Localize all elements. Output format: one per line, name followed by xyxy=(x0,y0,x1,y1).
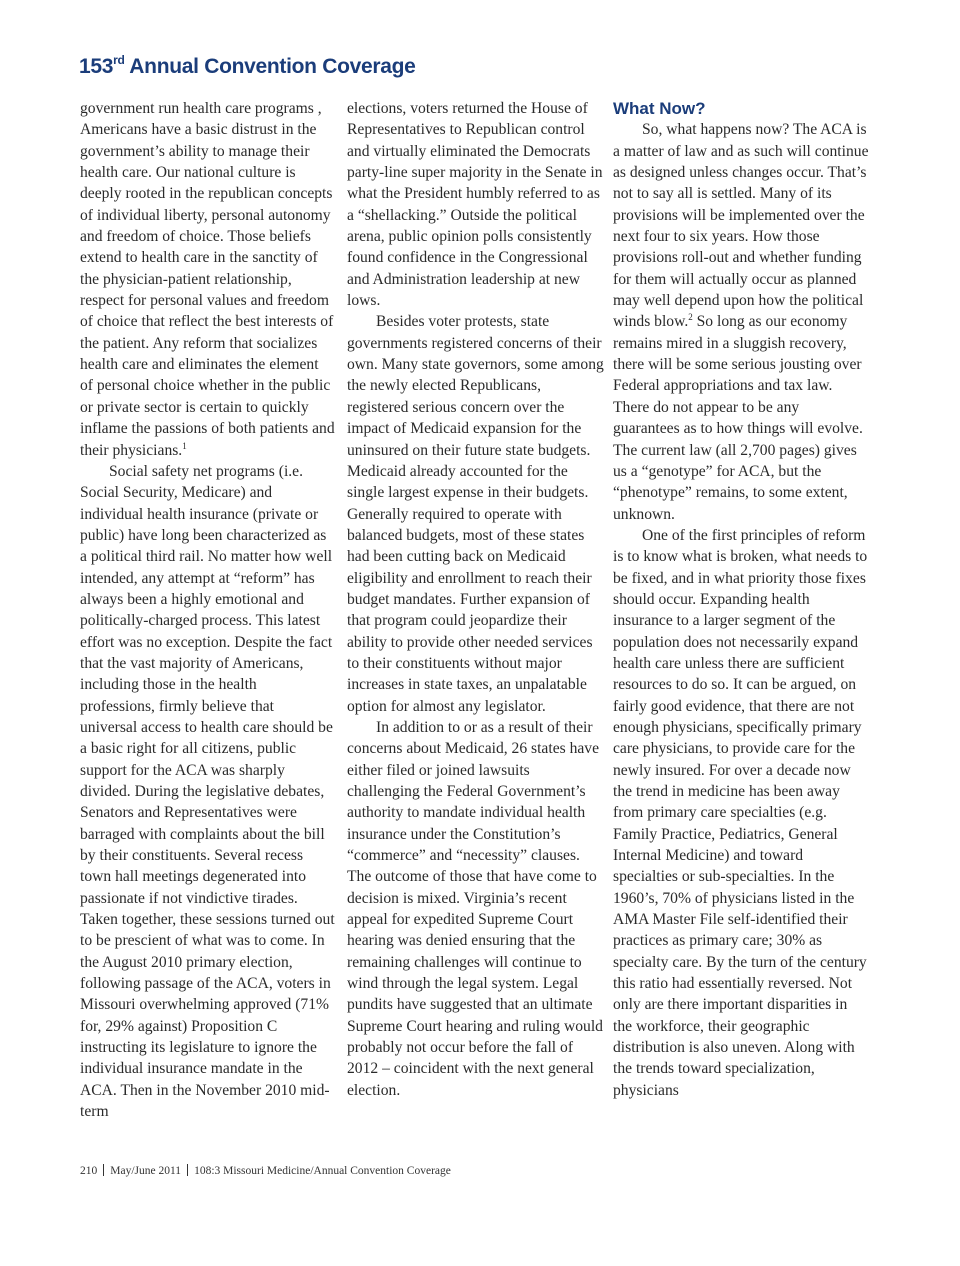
footer-divider xyxy=(187,1164,188,1176)
footer-divider xyxy=(103,1164,104,1176)
paragraph-text: So, what happens now? The ACA is a matter of law and as such will continue as designed unless changes occur. That’s not to say all is settled. Many of its provisions will be implemented over the next four to six years. How those provisions roll-out and whether funding for them will actually occur as planned may well depend upon how the political winds blow. xyxy=(613,121,869,331)
paragraph: Besides voter protests, state governments registered concerns of their own. Many state governors, some among the newly elected Republicans, registered serious concern over the impact of Medicaid expansion for the uninsured on their future state budgets. Medicaid already accounted for the single largest expense in their budgets. Generally required to operate with balanced budgets, most of these states had been cutting back on Medicaid eligibility and enrollment to reach their budget mandates. Further expansion of that program could jeopardize their ability to provide other needed services to their constituents without major increases in state taxes, an unpalatable option for almost any legislator. xyxy=(347,313,604,715)
article-column-2 xyxy=(347,98,605,1101)
paragraph: Social safety net programs (i.e. Social Security, Medicare) and individual health insurance (private or public) have long been characterized as a political third rail. No matter how well intended, any attempt at “reform” has always been a highly emotional and politically-charged process. This latest effort was no exception. Despite the fact that the vast majority of Americans, including those in the health professions, firmly believe that universal access to health care should be a basic right for all citizens, public support for the ACA was sharply divided. During the legislative debates, Senators and Representatives were barraged with complaints about the bill by their constituents. Several recess town hall meetings degenerated into passionate if not vindictive tirades. Taken together, these sessions turned out to be prescient of what was to come. In the August 2010 primary election, following passage of the ACA, voters in Missouri overwhelming approved (71% for, 29% against) Proposition C instructing its legislature to ignore the individual insurance mandate in the ACA. Then in the November 2010 mid-term xyxy=(80,462,335,1121)
paragraph: One of the first principles of reform is to know what is broken, what needs to be fixed, and in what priority those fixes should occur. Expanding health insurance to a larger segment of the population does not necessarily expand health care unless there are sufficient resources to do so. It can be argued, on fairly good evidence, that there are not enough physicians, specifically primary care physicians, to provide care for the newly insured. For over a decade now the trend in medicine has been away from primary care specialties (e.g. Family Practice, Pediatrics, General Internal Medicine) and toward specialties or sub-specialties. In the 1960’s, 70% of physicians listed in the AMA Master File self-identified their practices as primary care; 30% as specialty care. By the turn of the century this ratio had essentially reversed. Not only are there important disparities in the workforce, their geographic distribution is also uneven. Along with the trends toward specialization, physicians xyxy=(613,526,868,1099)
page-header-title xyxy=(79,54,416,79)
issue-date: May/June 2011 xyxy=(110,1165,182,1177)
page-number: 210 xyxy=(80,1165,98,1177)
header-ordinal: rd xyxy=(113,53,125,67)
paragraph: In addition to or as a result of their concerns about Medicaid, 26 states have either filed or joined lawsuits challenging the Federal Government’s authority to mandate individual health insurance under the Constitution’s “commerce” and “necessity” clauses. The outcome of those that have come to decision is mixed. Virginia’s recent appeal for expedited Supreme Court hearing was denied ensuring that the remaining challenges will continue to wind through the legal system. Legal pundits have suggested that an ultimate Supreme Court hearing and ruling would probably not occur before the fall of 2012 – coincident with the next general election. xyxy=(347,718,603,1099)
footnote-marker: 1 xyxy=(182,440,187,451)
page-footer xyxy=(80,1164,451,1177)
paragraph-text: government run health care programs , Americans have a basic distrust in the government’s ability to manage their health care. Our national culture is deeply rooted in the republican concepts of individual liberty, personal autonomy and freedom of choice. Those beliefs extend to health care in the sanctity of the physician-patient relationship, respect for personal values and freedom of choice that reflect the best interests of the patient. Any reform that socializes health care and eliminates the element of personal choice whether in the public or private sector is certain to quickly inflame the passions of both patients and their physicians. xyxy=(80,100,335,459)
article-column-1 xyxy=(80,98,335,1123)
paragraph xyxy=(613,119,869,525)
header-text: Annual Convention Coverage xyxy=(124,55,416,78)
section-heading: What Now? xyxy=(613,99,706,118)
paragraph xyxy=(80,98,335,461)
paragraph: elections, voters returned the House of Representatives to Republican control and virtually eliminated the Democrats party-line super majority in the Senate in what the President humbly referred to as a “shellacking.” Outside the political arena, public opinion polls consistently found confidence in the Congressional and Administration leadership at new lows. xyxy=(347,100,603,310)
journal-name: 108:3 Missouri Medicine/Annual Convention Coverage xyxy=(194,1165,451,1177)
header-number: 153 xyxy=(79,55,114,78)
article-column-3 xyxy=(613,98,869,1101)
footnote-marker: 2 xyxy=(688,312,693,323)
paragraph-text: So long as our economy remains mired in a sluggish recovery, there will be some serious jousting over Federal appropriations and tax law. There do not appear to be any guarantees as to how things will evolve. The current law (all 2,700 pages) gives us a “genotype” for ACA, but the “phenotype” remains, to some extent, unknown. xyxy=(613,313,863,523)
